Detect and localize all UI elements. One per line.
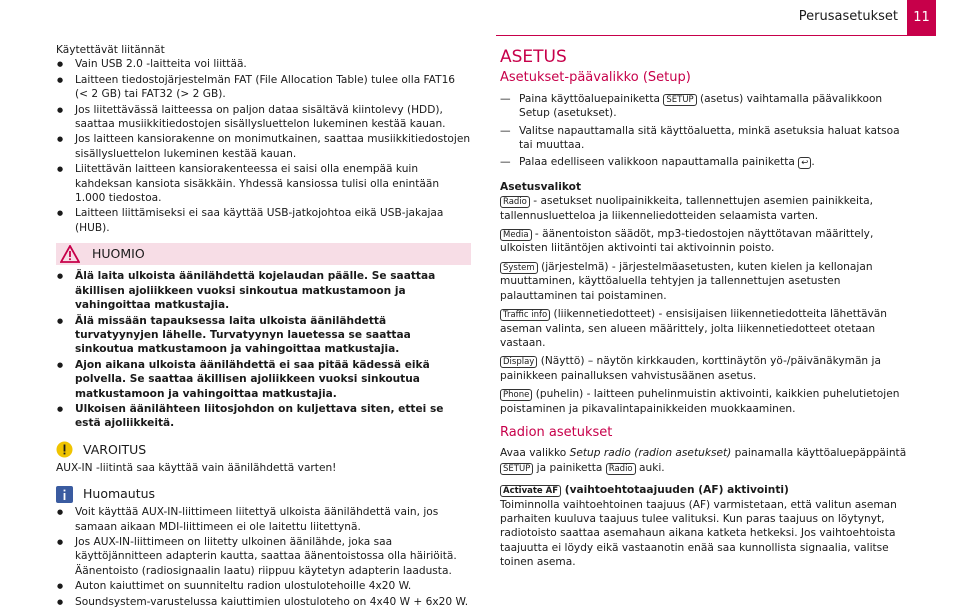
menu-button[interactable]: Traffic info	[500, 309, 550, 321]
menu-button[interactable]: Media	[500, 229, 532, 241]
menu-item: Phone (puhelin) - laitteen puhelinmuistin aktivointi, kaikkien puhelutietojen poistaminen ja pikavalintapainikkeiden muokkaaminen.	[500, 388, 900, 415]
list-item: ● Älä laita ulkoista äänilähdettä kojelaudan päälle. Se saattaa äkillisen ajoliikkeen vuoksi sinkoutua matkustamoon ja vahingoittaa matkustajia.	[56, 269, 471, 312]
section-heading: ASETUS	[500, 47, 567, 67]
radio-heading: Radion asetukset	[500, 424, 613, 440]
varoitus-box	[56, 439, 471, 475]
menu-items	[500, 194, 908, 416]
huomio-box	[56, 243, 471, 430]
caution-icon	[56, 441, 73, 458]
af-text: Toiminnolla vaihtoehtoinen taajuus (AF) varmistetaan, että valitun aseman parhaiten kuuluva taajuus tulee valituksi. Kun paras taajuus on löytynyt, radiotoisto saattaa asemahaun aikana katketa hetkeksi. Jos vaihtoehtoista taajuutta ei löydy eikä vastaanotin enää saa kunnollista signaalia, valitse toinen asema.	[500, 498, 897, 569]
setup-button[interactable]: SETUP	[500, 463, 533, 475]
step-button[interactable]: SETUP	[663, 94, 696, 106]
varoitus-title: VAROITUS	[83, 441, 147, 457]
menu-button[interactable]: System	[500, 262, 538, 274]
warning-triangle-icon	[60, 245, 80, 263]
info-icon	[56, 486, 73, 503]
list-item: ● Laitteen liittämiseksi ei saa käyttää USB-jatkojohtoa eikä USB-jakajaa (HUB).	[56, 206, 471, 235]
header-rule	[496, 35, 907, 36]
menu-item: Radio - asetukset nuolipainikkeita, tallennettujen asemien painikkeita, tallennusluetteloa ja liikenneliedotteiden selaamista varten.	[500, 195, 874, 222]
menu-item: Traffic info (liikennetiedotteet) - ensisijaisen liikennetiedotteita lähettävän aseman valinta, sen alueen määrittely, jolta liikennetiedotteet otetaan vastaan.	[500, 308, 887, 349]
huomio-list	[56, 269, 471, 430]
page-number: 11	[907, 0, 936, 36]
left-column	[56, 43, 471, 610]
list-item: ● Älä missään tapauksessa laita ulkoista äänilähdettä turvatyynyjen lähelle. Turvatyynyn lauetessa se saattaa sinkoutua matkustamoon ja vahingoittaa matkustajia.	[56, 314, 471, 357]
radio-button[interactable]: Radio	[606, 463, 636, 475]
list-item: ● Jos liitettävässä laitteessa on paljon dataa sisältävä kiintolevy (HDD), saattaa musiikkitiedostojen sisällysluettelon lukeminen kestää kauan.	[56, 103, 471, 132]
menu-button[interactable]: Display	[500, 356, 537, 368]
varoitus-header	[56, 439, 471, 461]
setup-step: — Paina käyttöaluepainiketta SETUP (asetus) vaihtamalla päävalikkoon Setup (asetukset).	[500, 92, 908, 121]
menu-button[interactable]: Radio	[500, 196, 530, 208]
list-item: ● Ulkoisen äänilähteen liitosjohdon on kuljettava siten, ettei se estä ajoliikkeitä.	[56, 402, 471, 431]
menu-button[interactable]: Phone	[500, 389, 532, 401]
huomio-header	[56, 243, 471, 265]
menu-item: System (järjestelmä) - järjestelmäasetusten, kuten kielen ja kellonajan muuttaminen, käyttöaluella tehtyjen ja tallennettujen asetusten palauttaminen tai poistaminen.	[500, 260, 873, 302]
step-button[interactable]: ↩	[798, 157, 811, 169]
list-item: ● Vain USB 2.0 -laitteita voi liittää.	[56, 57, 471, 71]
varoitus-text: AUX-IN -liitintä saa käyttää vain äänilähdettä varten!	[56, 461, 337, 474]
setup-steps	[500, 92, 908, 170]
setup-step: — Valitse napauttamalla sitä käyttöaluetta, minkä asetuksia haluat katsoa tai muuttaa.	[500, 124, 908, 153]
list-item: ● Jos laitteen kansiorakenne on monimutkainen, saattaa musiikkitiedostojen sisällysluettelon lukeminen kestää kauan.	[56, 132, 471, 161]
list-item: ● Liitettävän laitteen kansiorakenteessa ei saisi olla enempää kuin kahdeksan kansiota sisäkkäin. Yhdessä kansiossa tulisi olla enintään 1.000 tiedostoa.	[56, 162, 471, 205]
huomautus-box	[56, 483, 471, 609]
huomautus-header	[56, 483, 471, 505]
list-item: ● Soundsystem-varustelussa kaiuttimien ulostuloteho on 4x40 W + 6x20 W.	[56, 595, 471, 609]
activate-af-button[interactable]: Activate AF	[500, 485, 561, 497]
af-heading: Activate AF (vaihtoehtotaajuuden (AF) aktivointi)	[500, 483, 908, 497]
huomio-title: HUOMIO	[92, 246, 145, 262]
list-item: ● Auton kaiuttimet on suunniteltu radion ulostulotehoille 4x20 W.	[56, 579, 471, 593]
right-column	[500, 43, 908, 570]
huomautus-list	[56, 505, 471, 609]
list-item: ● Jos AUX-IN-liittimeen on liitetty ulkoinen äänilähde, joka saa käyttöjännitteen adapterin kautta, saattaa äänentoistossa olla häiriöitä. Äänentoisto (radiosignaalin laatu) riippuu käytetyn adapterin laadusta.	[56, 535, 471, 578]
menu-item: Display (Näyttö) – näytön kirkkauden, korttinäytön yö-/päivänäkymän ja painikkeen painalluksen vahvistusäänen asetus.	[500, 355, 881, 382]
list-item: ● Voit käyttää AUX-IN-liittimeen liitettyä ulkoista äänilähdettä vain, jos samaan aikaan MDI-liittimeen ei ole laitettu liitettynä.	[56, 505, 471, 534]
usable-devices-list	[56, 57, 471, 235]
radio-intro: Avaa valikko Setup radio (radion asetukset) painamalla käyttöaluepäppäintä SETUP ja painiketta Radio auki.	[500, 447, 907, 474]
chapter-title: Perusasetukset	[798, 9, 898, 24]
list-item: ● Laitteen tiedostojärjestelmän FAT (File Allocation Table) tulee olla FAT16 (< 2 GB) tai FAT32 (> 2 GB).	[56, 73, 471, 102]
usable-devices-title: Käytettävät liitännät	[56, 44, 165, 56]
list-item: ● Ajon aikana ulkoista äänilähdettä ei saa pitää kädessä eikä polvella. Se saattaa äkillisen ajoliikkeen vuoksi sinkoutua matkustamoon ja vahingoittaa matkustajia.	[56, 358, 471, 401]
huomautus-title: Huomautus	[83, 485, 156, 501]
menu-title: Asetusvalikot	[500, 180, 582, 193]
setup-step: — Palaa edelliseen valikkoon napauttamalla painiketta ↩ .	[500, 155, 908, 169]
section-subheading: Asetukset-päävalikko (Setup)	[500, 70, 691, 86]
menu-item: Media - äänentoiston säädöt, mp3-tiedostojen näyttötavan määrittely, ulkoisten liitäntöjen aktivointi tai aktivoinnin poisto.	[500, 228, 874, 255]
